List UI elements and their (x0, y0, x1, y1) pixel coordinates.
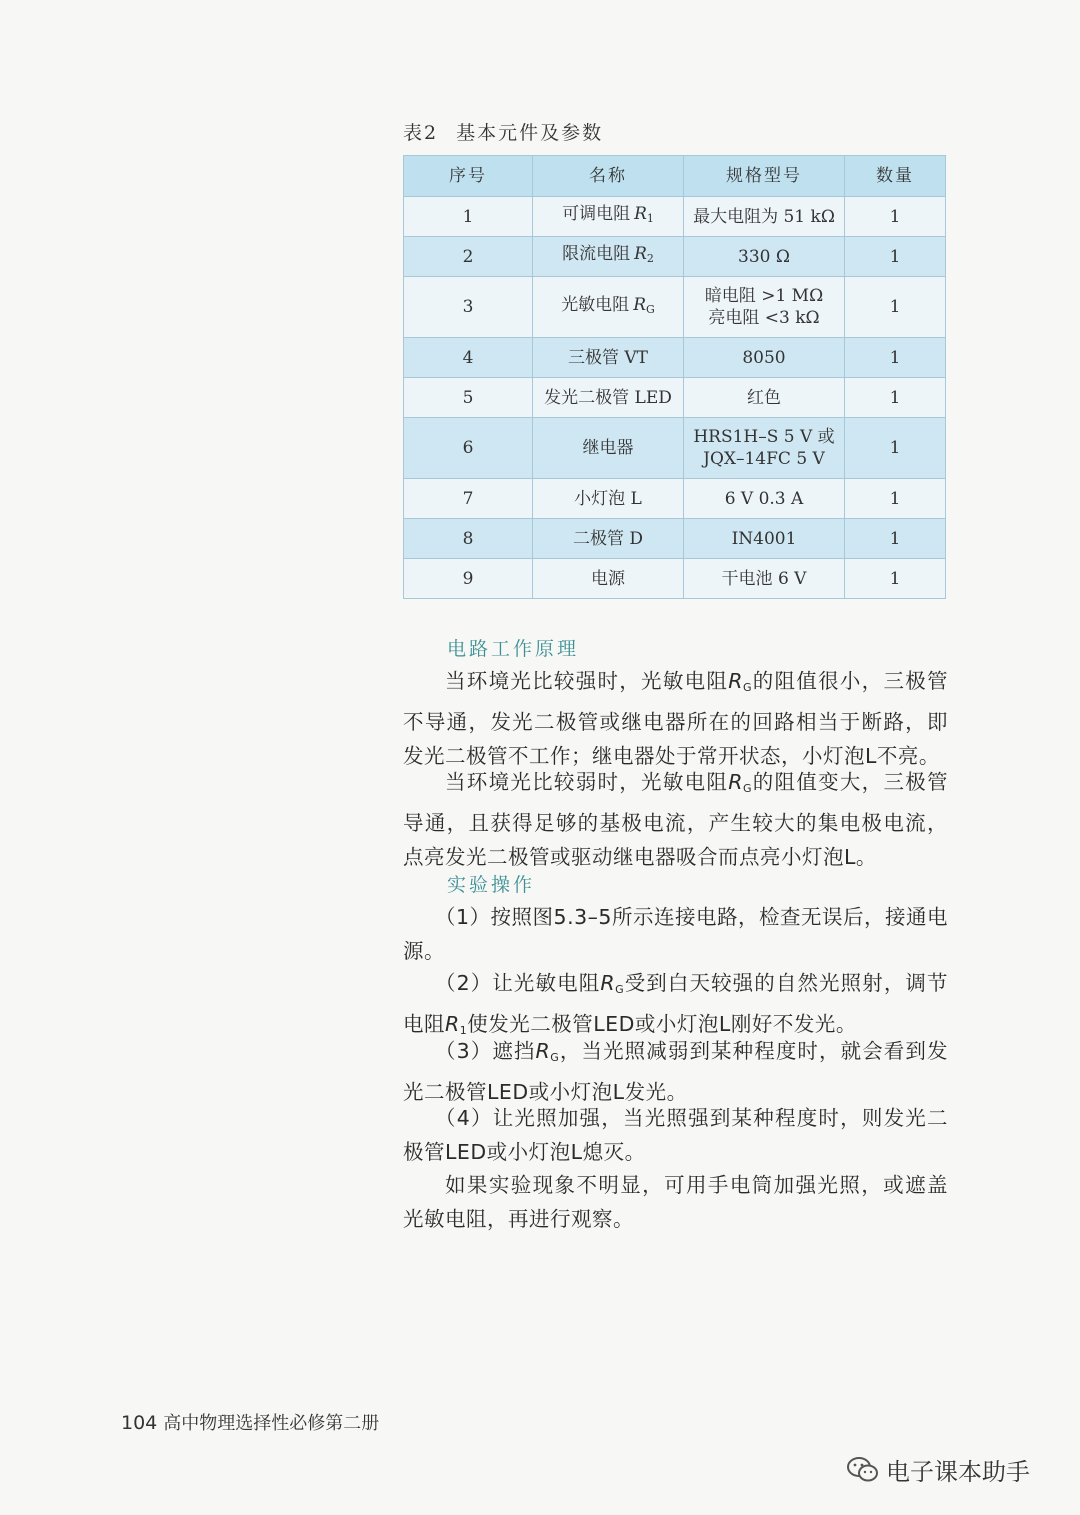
cell-spec-line: 亮电阻 <3 kΩ (708, 308, 820, 328)
cell-name-text: 二极管 D (572, 528, 644, 549)
table-header-row (404, 156, 946, 197)
operation-step-4 (403, 1101, 948, 1169)
cell-qty: 1 (845, 378, 946, 418)
table-number: 表2 (403, 122, 439, 144)
operation-step-3-sub: G (550, 1051, 560, 1064)
cell-spec-line: 干电池 6 V (721, 568, 807, 589)
operation-note-text: 如果实验现象不明显，可用手电筒加强光照，或遮盖光敏电阻，再进行观察。 (403, 1173, 948, 1231)
cell-name-text: 三极管 VT (567, 347, 649, 368)
cell-spec (684, 519, 845, 559)
cell-no: 2 (404, 237, 533, 277)
cell-spec-line: 最大电阻为 51 kΩ (693, 206, 835, 227)
cell-qty: 1 (845, 237, 946, 277)
section-title-operation: 实验操作 (447, 874, 536, 896)
table-row (404, 418, 946, 479)
principle-p2-text-a: 当环境光比较弱时，光敏电阻 (445, 770, 729, 794)
cell-no: 4 (404, 338, 533, 378)
watermark (846, 1452, 1030, 1487)
table-row (404, 237, 946, 277)
cell-spec-line: 8050 (742, 347, 786, 368)
cell-name (533, 479, 684, 519)
cell-spec-line: 暗电阻 >1 MΩ (704, 286, 824, 306)
table-caption (403, 118, 603, 145)
cell-spec-line: JQX–14FC 5 V (703, 449, 825, 469)
cell-name-text: 发光二极管 LED (544, 387, 672, 408)
operation-step-1-text: （1）按照图5.3–5所示连接电路，检查无误后，接通电源。 (403, 905, 948, 963)
cell-no: 9 (404, 559, 533, 599)
page-footer (121, 1409, 379, 1435)
cell-qty: 1 (845, 479, 946, 519)
cell-spec-line: HRS1H–S 5 V 或 (693, 427, 835, 447)
table-title: 基本元件及参数 (456, 122, 604, 144)
cell-name (533, 378, 684, 418)
cell-no: 3 (404, 277, 533, 338)
components-table (403, 155, 946, 599)
cell-name (533, 559, 684, 599)
cell-name-text: 限流电阻 (562, 244, 631, 264)
cell-spec (684, 338, 845, 378)
cell-name (533, 338, 684, 378)
cell-qty: 1 (845, 418, 946, 479)
cell-spec (684, 277, 845, 338)
page-number: 104 (121, 1412, 158, 1434)
cell-name (533, 277, 684, 338)
wechat-icon (846, 1456, 880, 1484)
cell-no: 8 (404, 519, 533, 559)
cell-no: 7 (404, 479, 533, 519)
cell-name-sub: 2 (646, 252, 654, 265)
principle-p1-text-b: 的阻值很小，三极管不导通，发光二极管或继电器所在的回路相当于断路，即发光二极管不工作；继电器处于常开状态，小灯泡L不亮。 (403, 669, 949, 768)
principle-p1-text-a: 当环境光比较强时，光敏电阻 (445, 669, 729, 693)
cell-spec-line: 330 Ω (738, 246, 790, 267)
cell-name (533, 197, 684, 237)
operation-step-2-text-a: （2）让光敏电阻 (435, 971, 601, 995)
cell-no: 1 (404, 197, 533, 237)
principle-paragraph-2 (403, 765, 948, 874)
cell-no: 6 (404, 418, 533, 479)
operation-step-2-var: R (600, 971, 616, 995)
principle-p1-var: R (728, 669, 743, 693)
cell-name-text: 电源 (591, 568, 625, 589)
section-title-principle: 电路工作原理 (447, 638, 580, 660)
cell-spec (684, 378, 845, 418)
cell-qty: 1 (845, 559, 946, 599)
operation-step-2-sub2: 1 (459, 1024, 468, 1037)
table-row (404, 519, 946, 559)
operation-step-2-var2: R (445, 1012, 460, 1036)
operation-note (403, 1168, 948, 1236)
principle-p2-sub: G (742, 782, 752, 795)
principle-p2-var: R (728, 770, 743, 794)
cell-name-var: R (634, 244, 647, 264)
cell-spec (684, 237, 845, 277)
cell-spec (684, 418, 845, 479)
table-row (404, 479, 946, 519)
table-row (404, 197, 946, 237)
operation-step-3 (403, 1034, 948, 1109)
operation-step-4-text: （4）让光照加强，当光照强到某种程度时，则发光二极管LED或小灯泡L熄灭。 (403, 1106, 948, 1164)
operation-step-3-var: R (535, 1039, 551, 1063)
table-row (404, 338, 946, 378)
cell-qty: 1 (845, 197, 946, 237)
operation-step-3-text-a: （3）遮挡 (435, 1039, 536, 1063)
cell-name (533, 237, 684, 277)
cell-spec (684, 479, 845, 519)
operation-step-2-text-b: 受到白天较强的自然光照射，调节电阻 (403, 971, 949, 1036)
cell-qty: 1 (845, 338, 946, 378)
header-qty: 数量 (845, 156, 946, 197)
cell-spec-line: 红色 (747, 387, 781, 408)
cell-spec-line: 6 V 0.3 A (724, 488, 804, 509)
header-name: 名称 (533, 156, 684, 197)
principle-paragraph-1 (403, 664, 948, 773)
cell-name-sub: 1 (646, 212, 654, 225)
cell-name (533, 519, 684, 559)
cell-name-text: 可调电阻 (562, 204, 631, 224)
cell-name-text: 继电器 (582, 438, 634, 458)
cell-spec (684, 197, 845, 237)
cell-name-sub: G (646, 302, 655, 316)
operation-step-3-text-b: ，当光照减弱到某种程度时，就会看到发光二极管LED或小灯泡L发光。 (403, 1039, 948, 1104)
cell-name-text: 小灯泡 L (574, 488, 642, 509)
cell-spec-line: IN4001 (731, 528, 797, 549)
cell-name-text: 光敏电阻 (561, 294, 630, 315)
cell-name (533, 418, 684, 479)
cell-spec (684, 559, 845, 599)
cell-name-var: R (633, 294, 646, 315)
table-row (404, 559, 946, 599)
header-spec: 规格型号 (684, 156, 845, 197)
operation-step-1 (403, 900, 948, 968)
header-no: 序号 (404, 156, 533, 197)
book-title: 高中物理选择性必修第二册 (163, 1413, 380, 1434)
cell-no: 5 (404, 378, 533, 418)
operation-step-2-sub: G (615, 983, 625, 996)
cell-qty: 1 (845, 277, 946, 338)
cell-qty: 1 (845, 519, 946, 559)
watermark-text: 电子课本助手 (886, 1458, 1030, 1486)
operation-step-2-text-c: 使发光二极管LED或小灯泡L刚好不发光。 (467, 1012, 857, 1036)
table-row (404, 378, 946, 418)
table-row (404, 277, 946, 338)
principle-p2-text-b: 的阻值变大，三极管导通，且获得足够的基极电流，产生较大的集电极电流，点亮发光二极管或驱动继电器吸合而点亮小灯泡L。 (403, 770, 949, 869)
principle-p1-sub: G (742, 681, 752, 694)
cell-name-var: R (634, 204, 647, 224)
